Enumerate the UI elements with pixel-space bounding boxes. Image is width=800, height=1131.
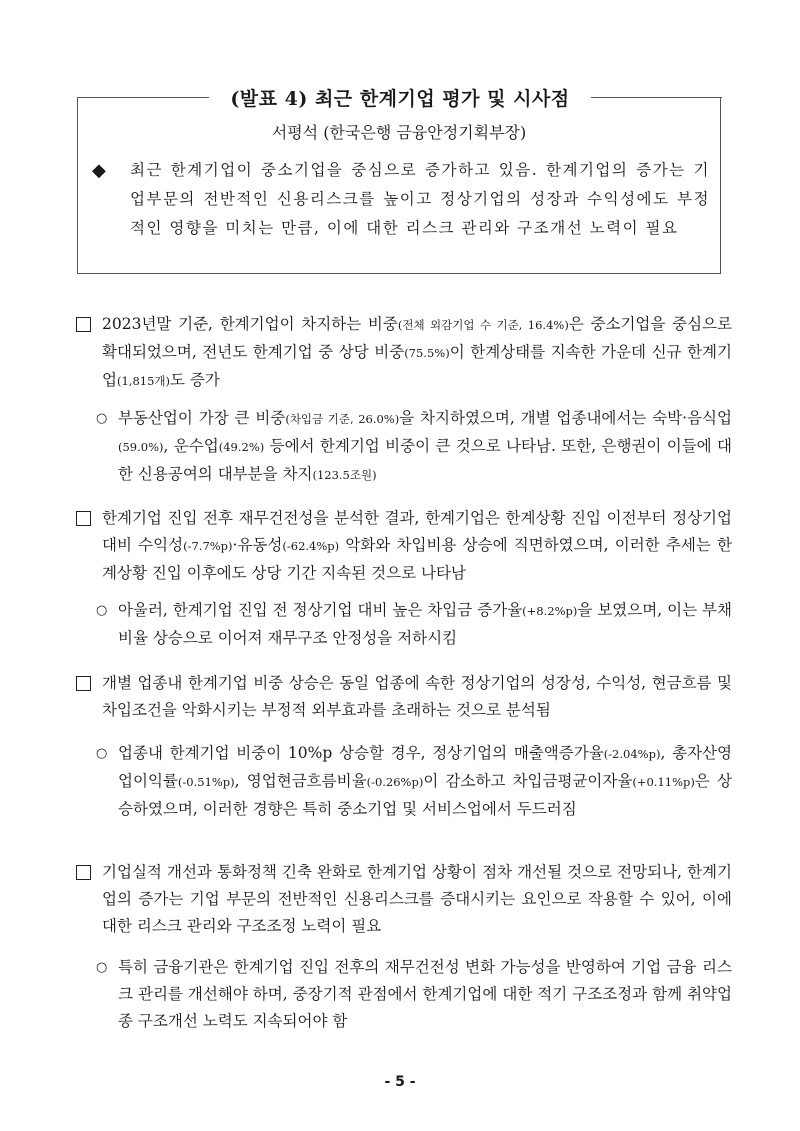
section-2-sub-1 (96, 597, 732, 652)
section-text (102, 859, 732, 940)
parenthetical-note: (+8.2%p) (522, 604, 578, 618)
circle-bullet-icon: ○ (96, 960, 108, 975)
section-3 (76, 670, 732, 724)
text-run: 개별 업종내 한계기업 비중 상승은 동일 업종에 속한 정상기업의 성장성, 수익성, 현금흐름 및 차입조건을 악화시키는 부정적 외부효과를 초래하는 것으로 분석됨 (102, 674, 732, 719)
parenthetical-note: (-0.51%p) (177, 775, 235, 789)
text-run: , 운수업 (163, 437, 219, 455)
checkbox-square-icon (76, 317, 91, 332)
parenthetical-note: (전체 외감기업 수 기준, 16.4%) (397, 318, 569, 332)
page-number: - 5 - (384, 1074, 416, 1090)
sub-text (118, 405, 732, 489)
text-run: 한계기업 진입 전후 재무건전성을 분석한 결과, 한계기업은 한계상황 진입 이전부터 정상기업 대비 수익성 (102, 509, 732, 554)
text-run: 을 보였으며, 이는 부채비율 상승으로 이어져 재무구조 안정성을 저하시킴 (118, 601, 732, 647)
parenthetical-note: (123.5조원) (312, 468, 377, 482)
diamond-bullet-icon: ◆ (92, 160, 106, 181)
section-text (102, 311, 732, 395)
text-run: 아울러, 한계기업 진입 전 정상기업 대비 높은 차입금 증가율 (118, 601, 523, 619)
section-3-sub-1 (96, 740, 732, 823)
summary-block (90, 156, 710, 243)
parenthetical-note: (1,815개) (116, 374, 170, 388)
summary-text: 최근 한계기업이 중소기업을 중심으로 증가하고 있음. 한계기업의 증가는 기업부문의 전반적인 신용리스크를 높이고 정상기업의 성장과 수익성에도 부정적인 영향을 미치는 만큼, 이에 대한 리스크 관리와 구조개선 노력이 필요 (130, 161, 710, 237)
parenthetical-note: (-7.7%p) (183, 539, 233, 553)
sub-text (118, 740, 732, 823)
parenthetical-note: (+0.11%p) (632, 775, 695, 789)
section-1-sub-1 (96, 405, 732, 489)
parenthetical-note: (49.2%) (218, 440, 265, 454)
text-run: 악화와 차입비용 상승에 직면하였으며, 이러한 추세는 한계상황 진입 이후에도 상당 기간 지속된 것으로 나타남 (102, 536, 733, 582)
parenthetical-note: (-62.4%p) (282, 539, 340, 553)
section-2 (76, 505, 732, 587)
text-run: 특히 금융기관은 한계기업 진입 전후의 재무건전성 변화 가능성을 반영하여 기업 금융 리스크 관리를 개선해야 하며, 중장기적 관점에서 한계기업에 대한 적기 구조조정과 함께 취약업종 구조개선 노력도 지속되어야 함 (118, 958, 732, 1030)
circle-bullet-icon: ○ (96, 746, 108, 761)
section-text (102, 670, 732, 724)
text-run: 은 중소기업을 중심으로 확대되었으며, 전년도 한계기업 중 상당 비중 (102, 315, 732, 361)
text-run: 은 상승하였으며, 이러한 경향은 특히 중소기업 및 서비스업에서 두드러짐 (118, 772, 733, 818)
checkbox-square-icon (76, 865, 91, 880)
page-title: (발표 4) 최근 한계기업 평가 및 시사점 (230, 88, 570, 110)
circle-bullet-icon: ○ (96, 603, 108, 618)
text-run: 을 차지하였으며, 개별 업종내에서는 숙박·음식업 (399, 409, 732, 427)
text-run: 등에서 한계기업 비중이 큰 것으로 나타남. 또한, 은행권이 이들에 대한 신용공여의 대부분을 차지 (118, 437, 732, 483)
section-4-sub-1 (96, 954, 732, 1035)
text-run: 2023년말 기준, 한계기업이 차지하는 비중 (102, 315, 398, 333)
parenthetical-note: (-2.04%p) (603, 747, 661, 761)
parenthetical-note: (-0.26%p) (366, 775, 424, 789)
section-4 (76, 859, 732, 940)
sub-text (118, 597, 732, 652)
checkbox-square-icon (76, 511, 91, 526)
section-text (102, 505, 732, 587)
text-run: 업종내 한계기업 비중이 10%p 상승할 경우, 정상기업의 매출액증가율 (118, 744, 604, 762)
text-run: , 영업현금흐름비율 (234, 772, 367, 790)
section-1 (76, 311, 732, 395)
parenthetical-note: (75.5%) (404, 346, 450, 360)
text-run: ·유동성 (232, 536, 283, 554)
circle-bullet-icon: ○ (96, 411, 108, 426)
text-run: , 총자산영업이익률 (118, 744, 732, 790)
text-run: 도 증가 (170, 371, 220, 389)
text-run: 부동산업이 가장 큰 비중 (118, 409, 286, 427)
presenter-line: 서평석 (한국은행 금융안정기획부장) (271, 123, 527, 142)
sub-text (118, 954, 732, 1035)
parenthetical-note: (59.0%) (118, 440, 164, 454)
text-run: 이 감소하고 차입금평균이자율 (423, 772, 633, 790)
checkbox-square-icon (76, 676, 91, 691)
parenthetical-note: (차입금 기준, 26.0%) (285, 412, 400, 426)
text-run: 기업실적 개선과 통화정책 긴축 완화로 한계기업 상황이 점차 개선될 것으로 전망되나, 한계기업의 증가는 기업 부문의 전반적인 신용리스크를 증대시키는 요인으로 작용할 수 있어, 이에 대한 리스크 관리와 구조조정 노력이 필요 (102, 863, 732, 935)
text-run: 이 한계상태를 지속한 가운데 신규 한계기업 (102, 343, 732, 389)
